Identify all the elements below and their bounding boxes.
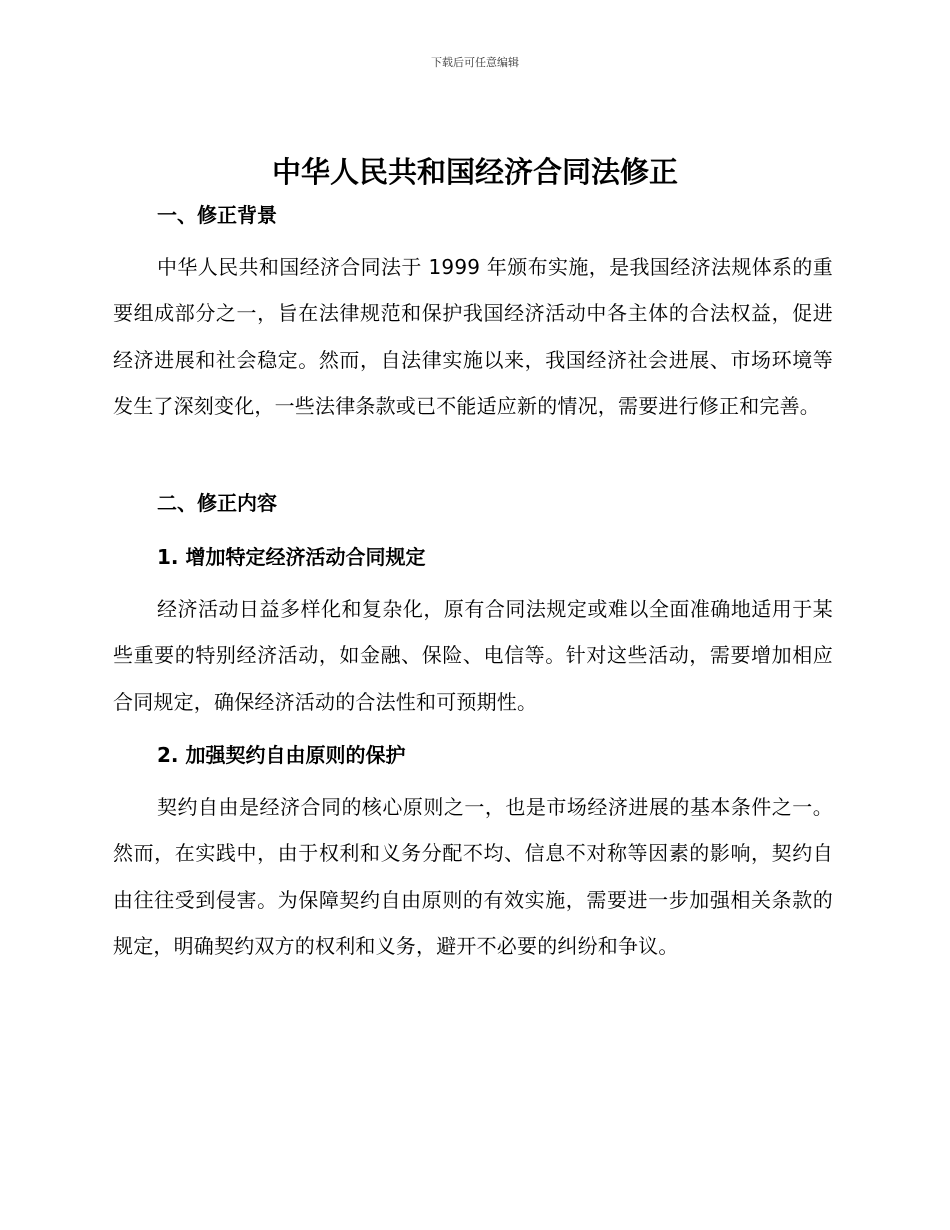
paragraph-item-1: 经济活动日益多样化和复杂化，原有合同法规定或难以全面准确地适用于某些重要的特别经济活动，如金融、保险、电信等。针对这些活动，需要增加相应合同规定，确保经济活动的合法性和可预期性。 xyxy=(113,597,833,714)
header-note: 下载后可任意编辑 xyxy=(431,56,519,69)
subsection-heading-1: 1. 增加特定经济活动合同规定 xyxy=(157,545,426,569)
section-heading-content: 二、修正内容 xyxy=(157,491,277,515)
document-title: 中华人民共和国经济合同法修正 xyxy=(271,155,678,189)
section-heading-background: 一、修正背景 xyxy=(157,203,277,227)
paragraph-background: 中华人民共和国经济合同法于 1999 年颁布实施，是我国经济法规体系的重要组成部分之一，旨在法律规范和保护我国经济活动中各主体的合法权益，促进经济进展和社会稳定。然而，自法律实施以来，我国经济社会进展、市场环境等发生了深刻变化，一些法律条款或已不能适应新的情况，需要进行修正和完善。 xyxy=(113,255,833,418)
subsection-heading-2: 2. 加强契约自由原则的保护 xyxy=(157,743,406,767)
paragraph-item-2: 契约自由是经济合同的核心原则之一，也是市场经济进展的基本条件之一。然而，在实践中，由于权利和义务分配不均、信息不对称等因素的影响，契约自由往往受到侵害。为保障契约自由原则的有效实施，需要进一步加强相关条款的规定，明确契约双方的权利和义务，避开不必要的纠纷和争议。 xyxy=(113,795,833,958)
